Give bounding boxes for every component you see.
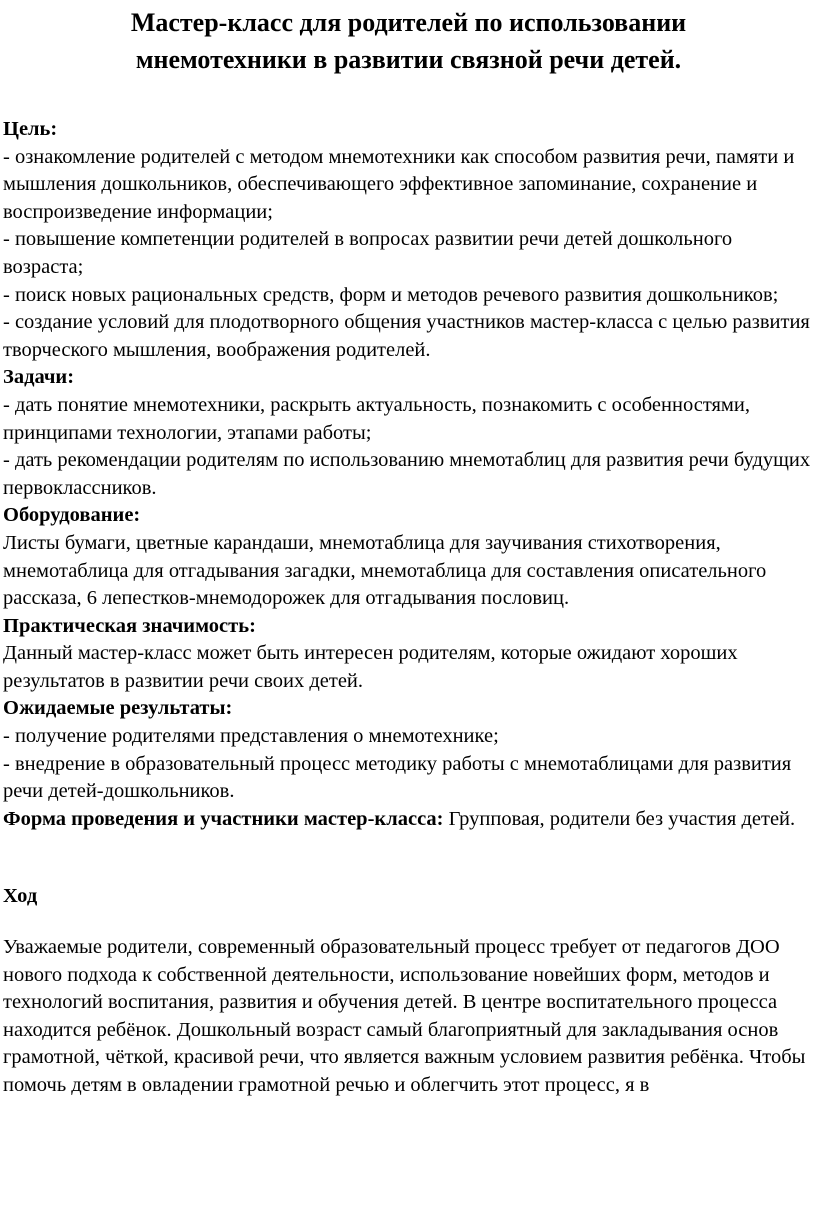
format-section xyxy=(3,806,814,834)
significance-heading: Практическая значимость: xyxy=(3,614,256,637)
course-heading: Ход xyxy=(3,885,38,908)
tasks-section xyxy=(3,364,814,502)
equipment-heading: Оборудование: xyxy=(3,504,141,527)
results-heading: Ожидаемые результаты: xyxy=(3,697,233,720)
title-line-1: Мастер-класс для родителей по использовании xyxy=(130,8,687,37)
document-title xyxy=(3,4,814,78)
course-section xyxy=(3,883,814,1099)
spacer xyxy=(3,78,814,116)
goal-heading: Цель: xyxy=(3,118,58,140)
results-section xyxy=(3,695,814,805)
spacer xyxy=(3,833,814,883)
goal-item: - повышение компетенции родителей в вопросах развитии речи детей дошкольного возраста; xyxy=(3,228,733,278)
title-line-2: мнемотехники в развитии связной речи детей. xyxy=(135,45,682,74)
format-label: Форма проведения и участники мастер-класса: xyxy=(3,807,444,830)
goal-item: - ознакомление родителей с методом мнемотехники как способом развития речи, памяти и мышления дошкольников, обеспечивающего эффективное запоминание, сохранение и воспроизведение информации; xyxy=(3,145,795,223)
format-text: Групповая, родители без участия детей. xyxy=(443,807,796,830)
result-item: - внедрение в образовательный процесс методику работы с мнемотаблицами для развития речи детей-дошкольников. xyxy=(3,752,792,803)
goal-item: - создание условий для плодотворного общения участников мастер-класса с целью развития творческого мышления, воображения родителей. xyxy=(3,311,810,361)
significance-section xyxy=(3,613,814,696)
format-paragraph xyxy=(3,806,814,834)
significance-text: Данный мастер-класс может быть интересен родителям, которые ожидают хороших результатов в развитии речи своих детей. xyxy=(3,642,738,692)
spacer xyxy=(3,911,814,934)
goal-section xyxy=(3,116,814,364)
equipment-section xyxy=(3,502,814,612)
equipment-text: Листы бумаги, цветные карандаши, мнемотаблица для заучивания стихотворения, мнемотаблица для отгадывания загадки, мнемотаблица для составления описательного рассказа, 6 лепестков-мнемодорожек для отгадывания пословиц. xyxy=(3,531,767,610)
result-item: - получение родителями представления о мнемотехнике; xyxy=(3,725,499,748)
goal-item: - поиск новых рациональных средств, форм и методов речевого развития дошкольников; xyxy=(3,283,779,306)
course-text: Уважаемые родители, современный образовательный процесс требует от педагогов ДОО нового подхода к собственной деятельности, использование новейших форм, методов и технологий воспитания, развития и обучения детей. В центре воспитательного процесса находится ребёнок. Дошкольный возраст самый благоприятный для закладывания основ грамотной, чёткой, красивой речи, что является важным условием развития ребёнка. Чтобы помочь детям в овладении грамотной речью и облегчить этот процесс, я в xyxy=(3,936,806,1096)
task-item: - дать понятие мнемотехники, раскрыть актуальность, познакомить с особенностями, принципами технологии, этапами работы; xyxy=(3,393,750,444)
tasks-heading: Задачи: xyxy=(3,366,75,389)
task-item: - дать рекомендации родителям по использованию мнемотаблиц для развития речи будущих первоклассников. xyxy=(3,449,811,499)
